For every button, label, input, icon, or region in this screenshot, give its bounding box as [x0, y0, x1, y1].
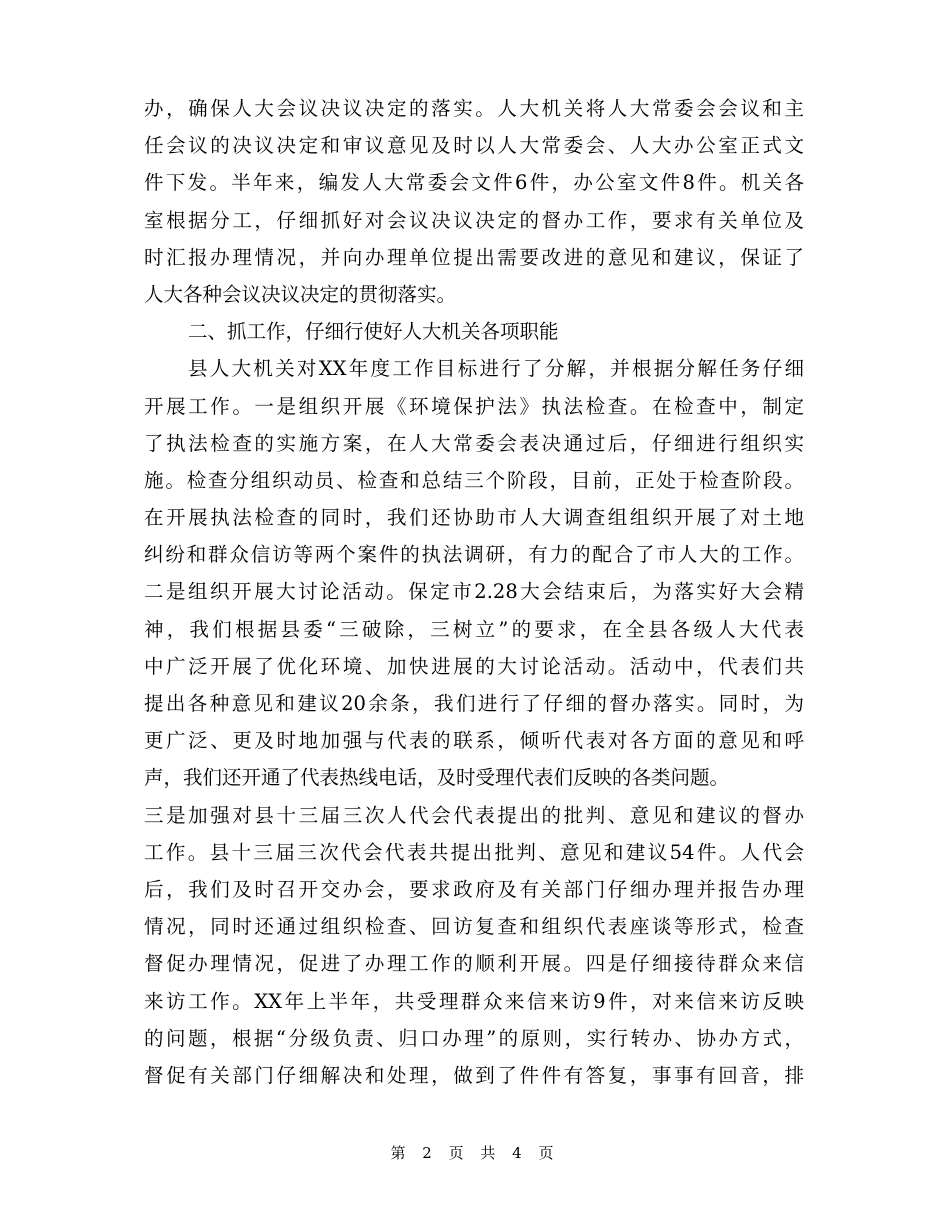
text-line: 声，我们还开通了代表热线电话，及时受理代表们反映的各类问题。 [144, 766, 730, 790]
text-line: 在开展执法检查的同时，我们还协助市人大调查组组织开展了对土地 [144, 506, 804, 530]
text-line: 纠纷和群众信访等两个案件的执法调研，有力的配合了市人大的工作。 [144, 543, 804, 567]
text-line: 室根据分工，仔细抓好对会议决议决定的督办工作，要求有关单位及 [144, 208, 804, 232]
text-line: 后，我们及时召开交办会，要求政府及有关部门仔细办理并报告办理 [144, 877, 804, 901]
text-line: 情况，同时还通过组织检查、回访复查和组织代表座谈等形式，检查 [144, 915, 804, 939]
text-line: 三是加强对县十三届三次人代会代表提出的批判、意见和建议的督办 [144, 803, 804, 827]
text-line: 县人大机关对XX年度工作目标进行了分解，并根据分解任务仔细 [188, 357, 804, 381]
text-line: 督促有关部门仔细解决和处理，做到了件件有答复，事事有回音，排 [144, 1063, 804, 1087]
text-line: 了执法检查的实施方案，在人大常委会表决通过后，仔细进行组织实 [144, 431, 804, 455]
text-line: 中广泛开展了优化环境、加快进展的大讨论活动。活动中，代表们共 [144, 654, 804, 678]
text-line: 办，确保人大会议决议决定的落实。人大机关将人大常委会会议和主 [144, 97, 804, 120]
text-line: 开展工作。一是组织开展《环境保护法》执法检查。在检查中，制定 [144, 394, 804, 418]
text-line: 二、抓工作，仔细行使好人大机关各项职能 [188, 320, 559, 344]
text-line: 件下发。半年来，编发人大常委会文件6件，办公室文件8件。机关各 [144, 171, 804, 195]
text-line: 更广泛、更及时地加强与代表的联系，倾听代表对各方面的意见和呼 [144, 729, 804, 753]
text-line: 人大各种会议决议决定的贯彻落实。 [144, 282, 457, 306]
text-line: 神，我们根据县委“三破除，三树立”的要求，在全县各级人大代表 [144, 617, 804, 641]
text-line: 任会议的决议决定和审议意见及时以人大常委会、人大办公室正式文 [144, 134, 804, 158]
text-line: 督促办理情况，促进了办理工作的顺利开展。四是仔细接待群众来信 [144, 952, 804, 976]
text-line: 的问题，根据“分级负责、归口办理”的原则，实行转办、协办方式， [144, 1026, 804, 1050]
text-line: 时汇报办理情况，并向办理单位提出需要改进的意见和建议，保证了 [144, 245, 804, 269]
page-footer: 第 2 页 共 4 页 [390, 1144, 560, 1162]
text-line: 来访工作。XX年上半年，共受理群众来信来访9件，对来信来访反映 [144, 989, 804, 1013]
text-line: 施。检查分组织动员、检查和总结三个阶段，目前，正处于检查阶段。 [144, 468, 804, 492]
text-line: 工作。县十三届三次代会代表共提出批判、意见和建议54件。人代会 [144, 840, 804, 864]
text-line: 提出各种意见和建议20余条，我们进行了仔细的督办落实。同时，为 [144, 692, 804, 715]
text-line: 二是组织开展大讨论活动。保定市2.28大会结束后，为落实好大会精 [144, 580, 804, 604]
body-text [144, 90, 804, 1094]
